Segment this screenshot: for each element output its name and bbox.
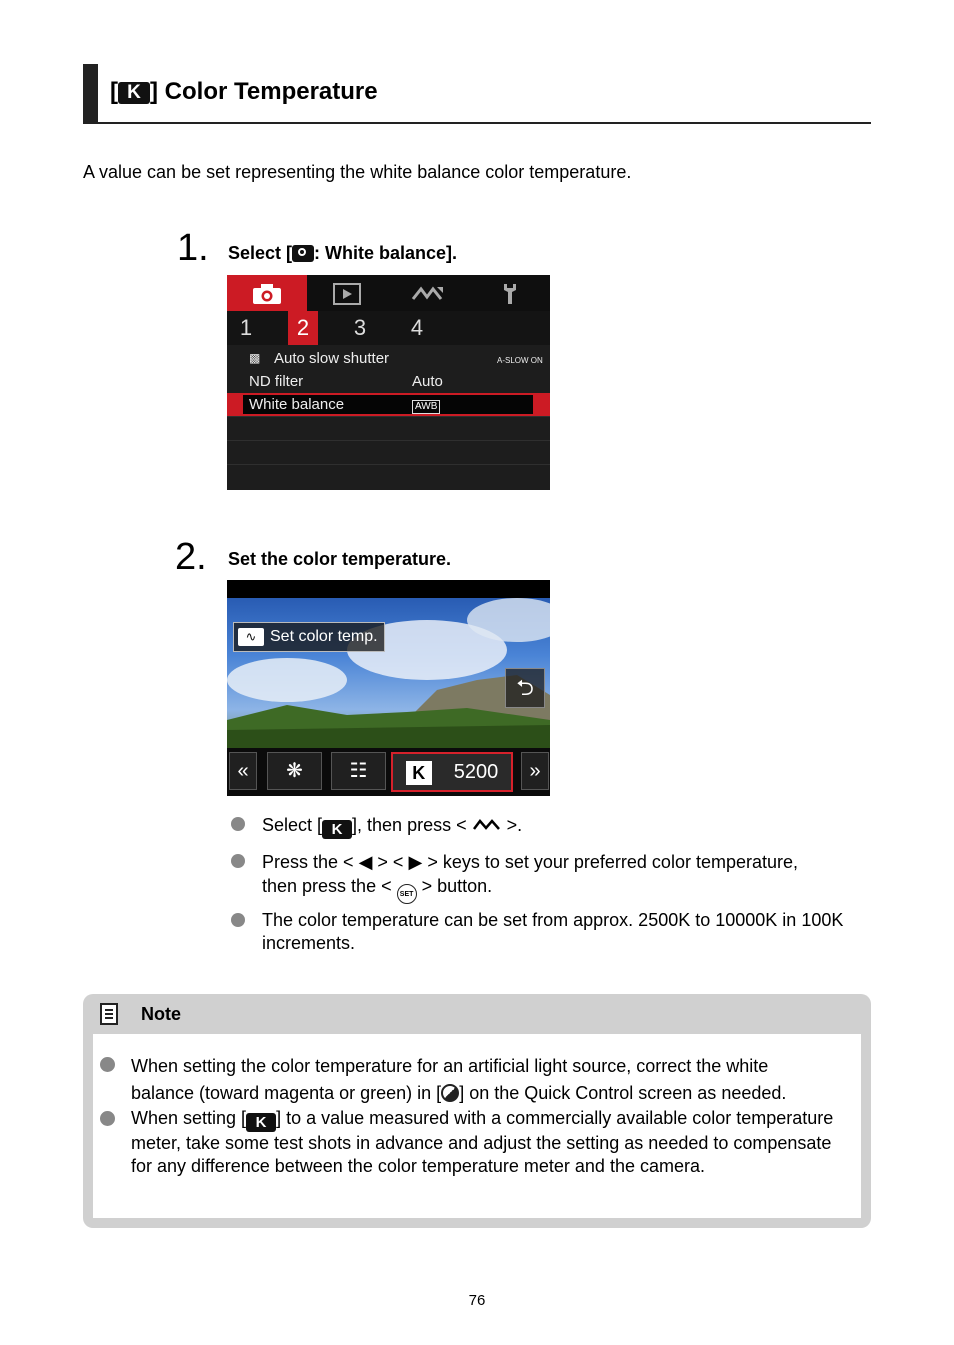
wb-correction-icon bbox=[441, 1084, 459, 1102]
step-1-text-a: Select [ bbox=[228, 243, 293, 263]
menu-item-label: White balance bbox=[249, 396, 345, 413]
bullet-2-part-d: then press the < bbox=[262, 876, 392, 896]
bullet-2-part-c: > keys to set your preferred color temperature, bbox=[427, 852, 798, 872]
bullet-dot bbox=[231, 854, 245, 868]
bullet-1-part-a: Select [ bbox=[262, 815, 323, 835]
screen-top-strip bbox=[227, 580, 550, 598]
menu-tabs bbox=[227, 275, 550, 311]
color-temp-button[interactable] bbox=[391, 752, 513, 792]
color-temperature-k-icon: K bbox=[322, 820, 352, 839]
step-2-number: 2. bbox=[175, 536, 207, 578]
note-item-1 bbox=[131, 1053, 851, 1107]
left-arrow-icon: ◀ bbox=[358, 852, 373, 872]
menu-page-3[interactable]: 3 bbox=[353, 315, 367, 340]
bullet-1-part-b: ], then press < bbox=[352, 815, 467, 835]
note-1-part-b: balance (toward magenta or green) in [ bbox=[131, 1083, 442, 1103]
camera-icon bbox=[292, 245, 314, 262]
menu-item-white-balance[interactable] bbox=[227, 393, 550, 416]
wrench-icon[interactable] bbox=[469, 275, 550, 311]
menu-item-nd-filter[interactable] bbox=[227, 370, 550, 393]
color-temperature-k-icon: K bbox=[118, 82, 150, 104]
color-temp-value: 5200 bbox=[453, 761, 499, 783]
title-accent-bar bbox=[83, 64, 98, 124]
menu-item-value: Auto bbox=[412, 373, 443, 390]
note-title: Note bbox=[141, 1004, 181, 1024]
white-fluorescent-icon[interactable]: ❋ bbox=[267, 752, 322, 790]
bullet-text-1 bbox=[262, 813, 862, 839]
custom-wb-icon[interactable] bbox=[387, 275, 469, 311]
awb-icon: AWB bbox=[412, 400, 440, 414]
color-temp-screen bbox=[227, 580, 550, 796]
menu-page-tabs bbox=[227, 311, 550, 345]
bullet-2-part-b: > < bbox=[377, 852, 404, 872]
custom-wb-icon bbox=[472, 818, 502, 832]
color-temperature-k-icon: K bbox=[406, 761, 432, 785]
movie-icon: ▩ bbox=[249, 351, 261, 365]
step-1-number: 1. bbox=[177, 227, 209, 269]
bullet-dot bbox=[100, 1057, 115, 1072]
page-title: [ K ] Color Temperature bbox=[110, 78, 378, 105]
page-title-text: Color Temperature bbox=[164, 78, 378, 105]
bullet-dot bbox=[231, 817, 245, 831]
menu-item-label: Auto slow shutter bbox=[274, 350, 390, 367]
right-arrow-icon: ▶ bbox=[408, 852, 423, 872]
camera-icon[interactable] bbox=[227, 275, 307, 311]
menu-empty-row bbox=[227, 440, 550, 465]
menu-item-value: A-SLOW ON bbox=[497, 356, 543, 365]
camera-menu-screen bbox=[227, 275, 550, 490]
playback-icon[interactable] bbox=[307, 275, 387, 311]
set-button-icon: SET bbox=[397, 884, 417, 904]
menu-item-auto-slow-shutter[interactable] bbox=[227, 347, 550, 370]
flash-icon[interactable]: ☷ bbox=[331, 752, 386, 790]
menu-empty-row bbox=[227, 416, 550, 441]
bullet-text-2 bbox=[262, 850, 862, 904]
scroll-left-button[interactable]: « bbox=[229, 752, 257, 790]
bullet-dot bbox=[231, 913, 245, 927]
menu-empty-row bbox=[227, 464, 550, 489]
note-1-part-a: When setting the color temperature for an artificial light source, correct the white bbox=[131, 1056, 769, 1076]
bullet-1-part-c: >. bbox=[506, 815, 523, 835]
bullet-text-3: The color temperature can be set from approx. 2500K to 10000K in 100K increments. bbox=[262, 910, 844, 953]
bullet-dot bbox=[100, 1111, 115, 1126]
scroll-right-button[interactable]: » bbox=[521, 752, 549, 790]
menu-page-2[interactable]: 2 bbox=[288, 311, 318, 345]
back-button[interactable]: ⮌ bbox=[505, 668, 545, 708]
custom-wb-icon: ∿ bbox=[238, 628, 264, 646]
bullet-2-part-a: Press the < bbox=[262, 852, 354, 872]
wb-option-bar bbox=[227, 748, 550, 796]
intro-text: A value can be set representing the white balance color temperature. bbox=[83, 162, 632, 182]
menu-page-4[interactable]: 4 bbox=[410, 315, 424, 340]
note-item-2 bbox=[131, 1107, 851, 1178]
set-color-temp-text: Set color temp. bbox=[270, 628, 378, 645]
page-number: 76 bbox=[468, 1292, 486, 1309]
set-color-temp-label bbox=[233, 622, 385, 652]
step-2-text: Set the color temperature. bbox=[228, 549, 452, 569]
note-2-part-b: ] to a value measured with a commercially available color temperature meter, take some test shots in advance and adjust the setting as needed to compensate for any difference between the color temperature meter and the camera. bbox=[131, 1108, 834, 1176]
step-1-text bbox=[228, 243, 457, 264]
note-1-part-c: ] on the Quick Control screen as needed. bbox=[459, 1083, 787, 1103]
note-icon bbox=[100, 1003, 118, 1025]
bullet-2-part-e: > button. bbox=[421, 876, 493, 896]
menu-page-1[interactable]: 1 bbox=[239, 315, 253, 340]
color-temperature-k-icon: K bbox=[246, 1113, 276, 1132]
menu-item-label: ND filter bbox=[249, 373, 304, 390]
note-2-part-a: When setting [ bbox=[131, 1108, 247, 1128]
step-1-text-b: : White balance]. bbox=[314, 243, 458, 263]
title-underline bbox=[83, 122, 871, 124]
